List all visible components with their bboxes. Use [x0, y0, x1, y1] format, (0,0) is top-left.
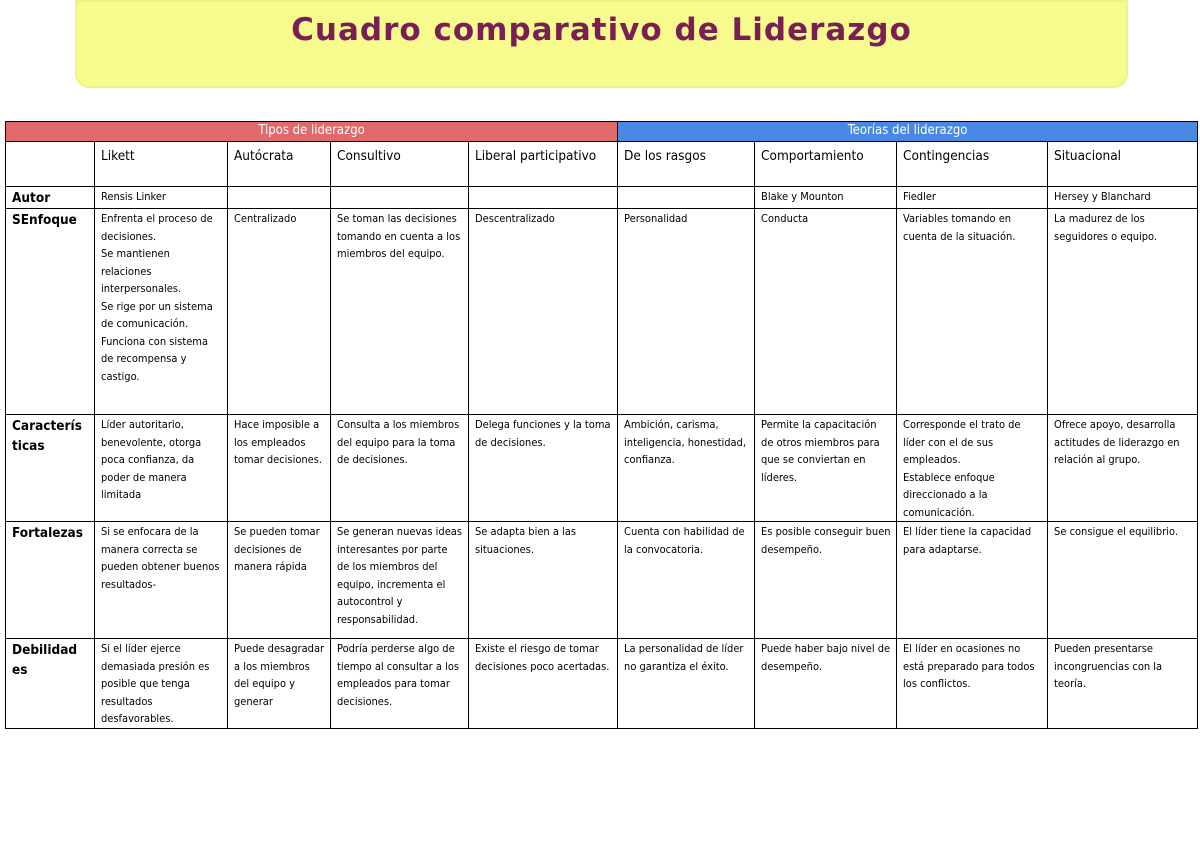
row-header-fortalezas: Fortalezas — [6, 522, 95, 639]
table-cell: Existe el riesgo de tomar decisiones poco acertadas. — [469, 639, 618, 729]
table-cell: Descentralizado — [469, 209, 618, 415]
col-header: Consultivo — [331, 142, 469, 187]
table-cell: Personalidad — [618, 209, 755, 415]
group-teorias: Teorías del liderazgo — [618, 122, 1198, 142]
table-cell: Puede haber bajo nivel de desempeño. — [755, 639, 897, 729]
table-cell: Puede desagradar a los miembros del equipo y generar — [228, 639, 331, 729]
table-cell: Se toman las decisiones tomando en cuenta a los miembros del equipo. — [331, 209, 469, 415]
table-cell: Conducta — [755, 209, 897, 415]
table-row — [6, 639, 1198, 729]
table-row — [6, 187, 1198, 209]
col-header: Contingencias — [897, 142, 1048, 187]
table-cell: El líder en ocasiones no está preparado para todos los conflictos. — [897, 639, 1048, 729]
table-row — [6, 522, 1198, 639]
table-cell: Hace imposible a los empleados tomar decisiones. — [228, 415, 331, 522]
table-cell — [331, 187, 469, 209]
table-cell: Permite la capacitación de otros miembros para que se conviertan en líderes. — [755, 415, 897, 522]
table-cell: Centralizado — [228, 209, 331, 415]
col-header: Comportamiento — [755, 142, 897, 187]
table-cell: Consulta a los miembros del equipo para la toma de decisiones. — [331, 415, 469, 522]
table-cell: Ambición, carisma, inteligencia, honestidad, confianza. — [618, 415, 755, 522]
col-header: De los rasgos — [618, 142, 755, 187]
row-header-caracteristicas: Caracterís ticas — [6, 415, 95, 522]
group-header-row — [6, 122, 1198, 142]
table-cell: Delega funciones y la toma de decisiones. — [469, 415, 618, 522]
table-row — [6, 209, 1198, 415]
table-cell: Variables tomando en cuenta de la situación. — [897, 209, 1048, 415]
col-header: Autócrata — [228, 142, 331, 187]
col-header: Liberal participativo — [469, 142, 618, 187]
table-cell — [228, 187, 331, 209]
table-cell: La personalidad de líder no garantiza el éxito. — [618, 639, 755, 729]
table-cell: Rensis Linker — [95, 187, 228, 209]
table-cell: Corresponde el trato de líder con el de sus empleados. Establece enfoque direccionado a la comunicación. — [897, 415, 1048, 522]
page-title: Cuadro comparativo de Liderazgo — [291, 12, 912, 48]
table-cell: Se pueden tomar decisiones de manera rápida — [228, 522, 331, 639]
col-header: Situacional — [1048, 142, 1198, 187]
column-header-row — [6, 142, 1198, 187]
table-cell: Pueden presentarse incongruencias con la teoría. — [1048, 639, 1198, 729]
comparison-table — [5, 121, 1198, 729]
table-cell: Podría perderse algo de tiempo al consultar a los empleados para tomar decisiones. — [331, 639, 469, 729]
row-header-autor: Autor — [6, 187, 95, 209]
table-row — [6, 415, 1198, 522]
row-header-enfoque: SEnfoque — [6, 209, 95, 415]
corner-cell — [6, 142, 95, 187]
table-cell: Líder autoritario, benevolente, otorga poca confianza, da poder de manera limitada — [95, 415, 228, 522]
table-cell: Si el líder ejerce demasiada presión es posible que tenga resultados desfavorables. — [95, 639, 228, 729]
table-cell: Si se enfocara de la manera correcta se pueden obtener buenos resultados- — [95, 522, 228, 639]
table-cell: Cuenta con habilidad de la convocatoria. — [618, 522, 755, 639]
table-cell: Hersey y Blanchard — [1048, 187, 1198, 209]
col-header: Likett — [95, 142, 228, 187]
table-cell: Es posible conseguir buen desempeño. — [755, 522, 897, 639]
title-banner — [75, 0, 1128, 88]
table-cell: Ofrece apoyo, desarrolla actitudes de liderazgo en relación al grupo. — [1048, 415, 1198, 522]
row-header-debilidades: Debilidad es — [6, 639, 95, 729]
table-cell — [469, 187, 618, 209]
table-cell: Blake y Mounton — [755, 187, 897, 209]
group-tipos: Tipos de liderazgo — [6, 122, 618, 142]
table-cell: Se generan nuevas ideas interesantes por parte de los miembros del equipo, incrementa el autocontrol y responsabilidad. — [331, 522, 469, 639]
table-cell: El líder tiene la capacidad para adaptarse. — [897, 522, 1048, 639]
table-cell — [618, 187, 755, 209]
table-cell: Fiedler — [897, 187, 1048, 209]
table-cell: La madurez de los seguidores o equipo. — [1048, 209, 1198, 415]
table-cell: Se adapta bien a las situaciones. — [469, 522, 618, 639]
table-cell: Se consigue el equilibrio. — [1048, 522, 1198, 639]
table-cell: Enfrenta el proceso de decisiones. Se mantienen relaciones interpersonales. Se rige por un sistema de comunicación. Funciona con sistema de recompensa y castigo. — [95, 209, 228, 415]
